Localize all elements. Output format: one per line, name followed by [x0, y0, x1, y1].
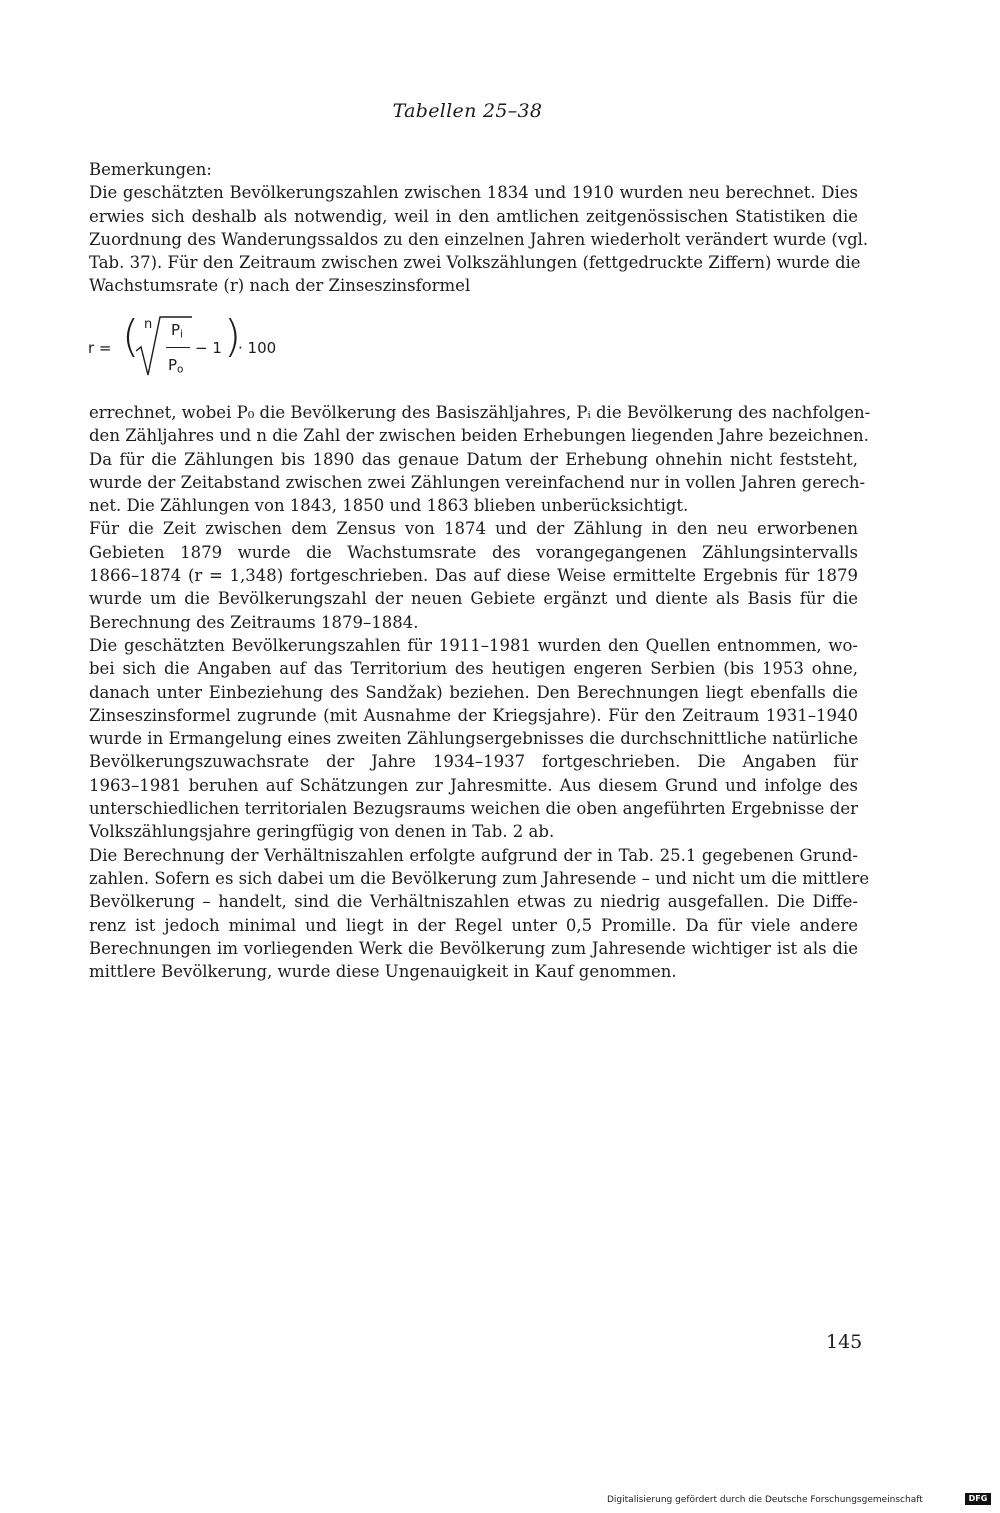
- text-line: wurde in Ermangelung eines zweiten Zählungsergebnisses die durchschnittliche natürliche: [89, 729, 858, 749]
- page-number: 145: [826, 1331, 863, 1353]
- text-line: mittlere Bevölkerung, wurde diese Ungenauigkeit in Kauf genommen.: [89, 962, 677, 982]
- text-line: zahlen. Sofern es sich dabei um die Bevölkerung zum Jahresende – und nicht um die mittlere: [89, 868, 870, 888]
- page-header-title: Tabellen 25–38: [392, 100, 543, 122]
- text-line: 1963–1981 beruhen auf Schätzungen zur Jahresmitte. Aus diesem Grund und infolge des: [89, 775, 858, 795]
- growth-rate-formula: [88, 313, 308, 383]
- text-line: bei sich die Angaben auf das Territorium des heutigen engeren Serbien (bis 1953 ohne,: [89, 659, 858, 679]
- text-line: den Zähljahres und n die Zahl der zwischen beiden Erhebungen liegenden Jahre bezeichnen.: [89, 426, 869, 446]
- formula-root-index: n: [144, 317, 153, 332]
- text-line: wurde der Zeitabstand zwischen zwei Zählungen vereinfachend nur in vollen Jahren gerech-: [89, 472, 866, 492]
- text-line: Die geschätzten Bevölkerungszahlen zwischen 1834 und 1910 wurden neu berechnet. Dies: [89, 183, 858, 203]
- text-line: renz ist jedoch minimal und liegt in der Regel unter 0,5 Promille. Da für viele andere: [89, 915, 858, 935]
- remarks-intro: [89, 158, 869, 298]
- text-line: Für die Zeit zwischen dem Zensus von 1874 und der Zählung in den neu erworbenen: [89, 519, 858, 539]
- formula-close-paren: ): [224, 311, 242, 362]
- formula-open-paren: (: [122, 311, 140, 362]
- text-line: wurde um die Bevölkerungszahl der neuen Gebiete ergänzt und diente als Basis für die: [89, 589, 858, 609]
- text-line: Die Berechnung der Verhältniszahlen erfolgte aufgrund der in Tab. 25.1 gegebenen Grund-: [89, 845, 858, 865]
- digitization-credit: Digitalisierung gefördert durch die Deutsche Forschungsgemeinschaft: [607, 1495, 923, 1505]
- text-line: Volkszählungsjahre geringfügig von denen in Tab. 2 ab.: [89, 822, 555, 842]
- text-line: Tab. 37). Für den Zeitraum zwischen zwei Volkszählungen (fettgedruckte Ziffern) wurde die: [89, 253, 861, 273]
- text-line: erwies sich deshalb als notwendig, weil in den amtlichen zeitgenössischen Statistiken die: [89, 206, 858, 226]
- text-line: Zuordnung des Wanderungssaldos zu den einzelnen Jahren wiederholt verändert wurde (vgl.: [89, 229, 869, 249]
- text-line: Bevölkerungszuwachsrate der Jahre 1934–1937 fortgeschrieben. Die Angaben für: [89, 752, 858, 772]
- text-line: Die geschätzten Bevölkerungszahlen für 1911–1981 wurden den Quellen entnommen, wo-: [89, 635, 858, 655]
- text-line: 1866–1874 (r = 1,348) fortgeschrieben. Das auf diese Weise ermittelte Ergebnis für 1879: [89, 566, 858, 586]
- text-line: Bevölkerung – handelt, sind die Verhältniszahlen etwas zu niedrig ausgefallen. Die Diffe-: [89, 892, 858, 912]
- text-line: errechnet, wobei P₀ die Bevölkerung des Basiszähljahres, Pᵢ die Bevölkerung des nachfolgen-: [89, 403, 871, 422]
- text-line: Da für die Zählungen bis 1890 das genaue Datum der Erhebung ohnehin nicht feststeht,: [89, 449, 858, 469]
- fraction-bar: [166, 347, 190, 348]
- text-line: danach unter Einbeziehung des Sandžak) beziehen. Den Berechnungen liegt ebenfalls die: [89, 682, 858, 702]
- remarks-body: [89, 401, 871, 983]
- text-line: Zinseszinsformel zugrunde (mit Ausnahme der Kriegsjahre). Für den Zeitraum 1931–1940: [89, 705, 858, 725]
- text-line: Gebieten 1879 wurde die Wachstumsrate des vorangegangenen Zählungsintervalls: [89, 542, 858, 562]
- text-line: Berechnung des Zeitraums 1879–1884.: [89, 612, 419, 632]
- text-line: Berechnungen im vorliegenden Werk die Bevölkerung zum Jahresende wichtiger ist als die: [89, 938, 858, 958]
- formula-denominator: $P_o$: [168, 356, 184, 376]
- dfg-logo-icon: DFG: [965, 1493, 991, 1505]
- formula-times-hundred: · 100: [238, 339, 277, 357]
- formula-minus-one: − 1: [195, 339, 222, 357]
- formula-numerator: $P_i$: [171, 321, 183, 341]
- text-line: net. Die Zählungen von 1843, 1850 und 1863 blieben unberücksichtigt.: [89, 496, 689, 516]
- text-line: Wachstumsrate (r) nach der Zinseszinsformel: [89, 276, 471, 296]
- formula-lhs: r =: [88, 339, 112, 357]
- remarks-heading: Bemerkungen:: [89, 160, 212, 179]
- text-line: unterschiedlichen territorialen Bezugsraums weichen die oben angeführten Ergebnisse der: [89, 799, 858, 819]
- radical-sign-icon: [134, 313, 194, 383]
